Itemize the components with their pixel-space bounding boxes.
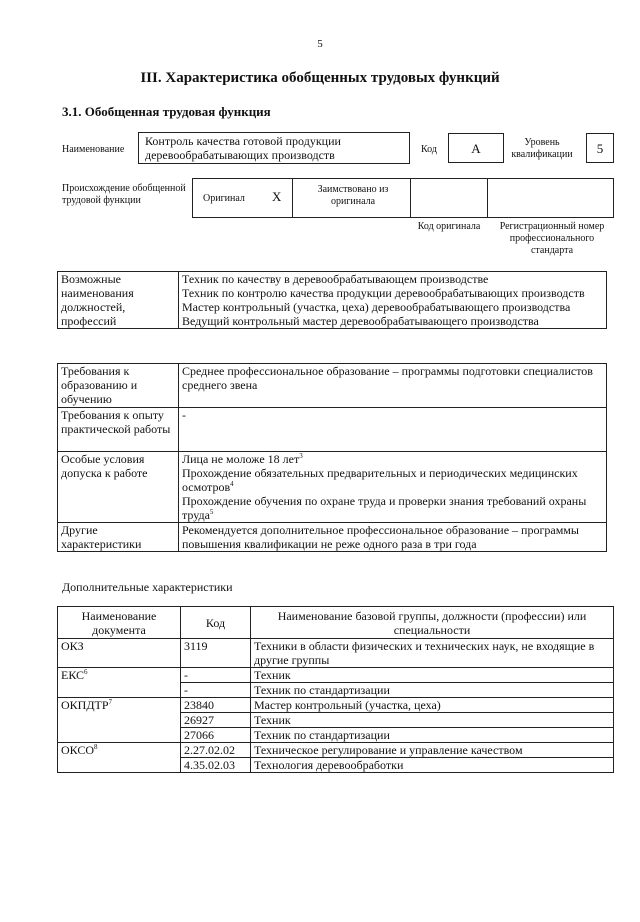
eks-name: Техник: [251, 668, 614, 683]
okso-code: 4.35.02.03: [181, 758, 251, 773]
okz-doc: ОКЗ: [58, 639, 181, 668]
eks-doc: ЕКС$^6$: [58, 668, 181, 698]
position-item: Техник по качеству в деревообрабатывающем производстве: [182, 272, 489, 286]
origin-divider-3: [487, 178, 488, 218]
okpdtr-code: 27066: [181, 728, 251, 743]
position-item: Техник по контролю качества продукции деревообрабатывающих производств: [182, 286, 585, 300]
experience-value: -: [179, 408, 607, 452]
conditions-label: Особые условия допуска к работе: [58, 452, 179, 523]
level-label: Уровень квалификации: [511, 137, 573, 160]
positions-label: Возможные наименования должностей, профессий: [58, 272, 179, 329]
original-label: Оригинал: [203, 193, 245, 204]
conditions-values: [179, 452, 607, 523]
okso-name: Технология деревообработки: [251, 758, 614, 773]
other-value: Рекомендуется дополнительное профессиональное образование – программы повышения квалификации не реже одного раза в три года: [179, 523, 607, 552]
origin-box: [192, 178, 614, 218]
position-item: Мастер контрольный (участка, цеха) деревообрабатывающего производства: [182, 300, 571, 314]
condition-item: Прохождение обязательных предварительных и периодических медицинских осмотров$^4$: [182, 466, 578, 494]
other-label: Другие характеристики: [58, 523, 179, 552]
positions-table: [57, 271, 607, 329]
col-doc-header: Наименование документа: [58, 607, 181, 639]
name-label: Наименование: [62, 144, 125, 155]
okpdtr-name: Мастер контрольный (участка, цеха): [251, 698, 614, 713]
eks-name: Техник по стандартизации: [251, 683, 614, 698]
origin-divider-1: [292, 178, 293, 218]
code-value: А: [448, 133, 504, 163]
level-value: 5: [586, 133, 614, 163]
positions-values: [179, 272, 607, 329]
origin-divider-2: [410, 178, 411, 218]
col-code-header: Код: [181, 607, 251, 639]
name-value: Контроль качества готовой продукции деревообрабатывающих производств: [138, 132, 410, 164]
position-item: Ведущий контрольный мастер деревообрабатывающего производства: [182, 314, 539, 328]
okso-doc: ОКСО$^8$: [58, 743, 181, 773]
requirements-table: [57, 363, 607, 552]
origin-label: Происхождение обобщенной трудовой функции: [62, 183, 186, 206]
education-label: Требования к образованию и обучению: [58, 364, 179, 408]
okpdtr-name: Техник по стандартизации: [251, 728, 614, 743]
original-mark: Х: [272, 189, 282, 204]
col-name-header: Наименование базовой группы, должности (профессии) или специальности: [251, 607, 614, 639]
okpdtr-code: 26927: [181, 713, 251, 728]
okpdtr-code: 23840: [181, 698, 251, 713]
additional-table: [57, 606, 614, 773]
okz-name: Техники в области физических и технических наук, не входящие в другие группы: [251, 639, 614, 668]
page-number: 5: [317, 38, 323, 50]
section-title: III. Характеристика обобщенных трудовых функций: [140, 70, 500, 86]
reg-number-label: Регистрационный номер профессионального стандарта: [499, 221, 605, 256]
subsection-title: 3.1. Обобщенная трудовая функция: [62, 104, 271, 119]
eks-code: -: [181, 668, 251, 683]
condition-item: Прохождение обучения по охране труда и проверки знания требований охраны труда$^5$: [182, 494, 587, 522]
code-original-label: Код оригинала: [417, 221, 481, 232]
experience-label: Требования к опыту практической работы: [58, 408, 179, 452]
okz-code: 3119: [181, 639, 251, 668]
education-value: Среднее профессиональное образование – программы подготовки специалистов среднего звена: [179, 364, 607, 408]
borrowed-label: Заимствовано из оригинала: [317, 184, 389, 207]
okpdtr-name: Техник: [251, 713, 614, 728]
condition-item: Лица не моложе 18 лет$^3$: [182, 452, 303, 466]
okso-code: 2.27.02.02: [181, 743, 251, 758]
code-label: Код: [421, 144, 437, 155]
eks-code: -: [181, 683, 251, 698]
okpdtr-doc: ОКПДТР$^7$: [58, 698, 181, 743]
additional-title: Дополнительные характеристики: [62, 580, 233, 594]
okso-name: Техническое регулирование и управление качеством: [251, 743, 614, 758]
